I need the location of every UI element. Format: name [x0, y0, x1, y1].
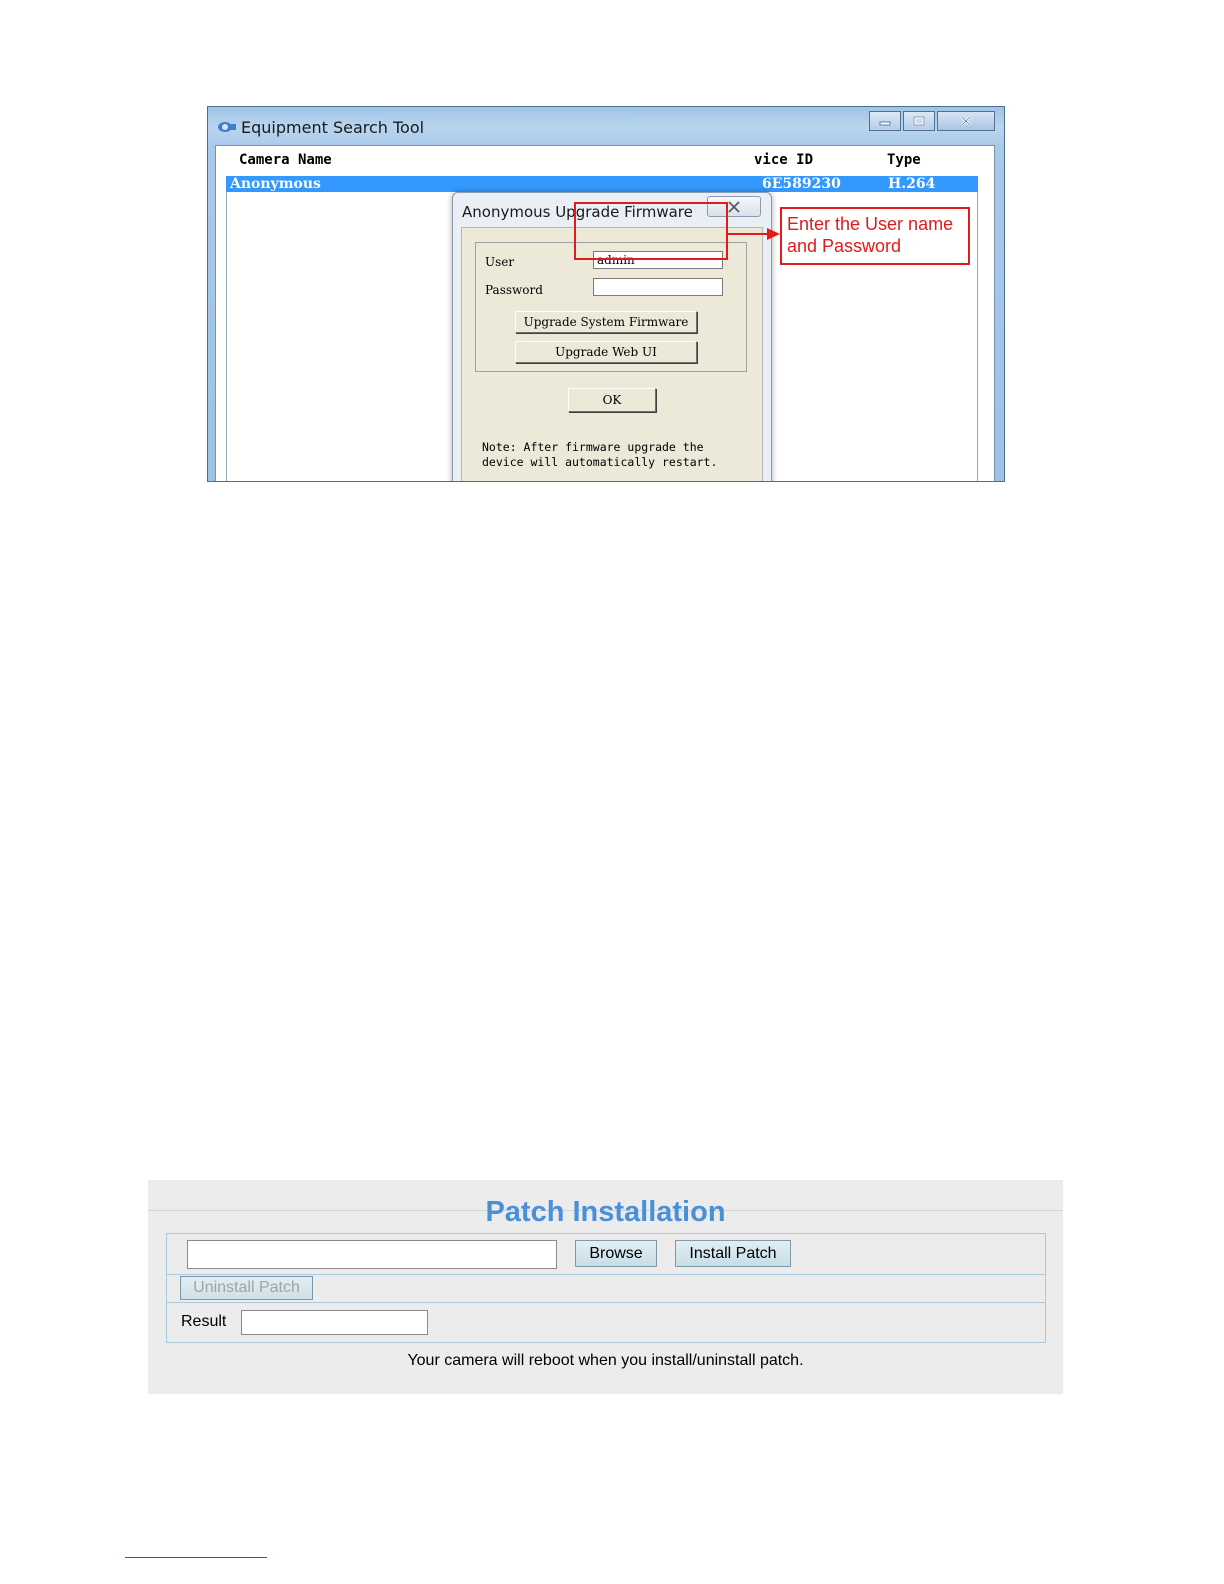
close-button[interactable]	[937, 111, 995, 131]
row-device-id: 6E589230	[762, 176, 841, 192]
column-camera-name[interactable]: Camera Name	[239, 152, 332, 168]
row-camera-name: Anonymous	[230, 176, 321, 192]
annotation-text: Enter the User name and Password	[787, 214, 954, 256]
window-controls	[869, 111, 995, 133]
row-type: H.264	[888, 176, 936, 192]
result-field	[241, 1310, 428, 1335]
upgrade-web-ui-button[interactable]: Upgrade Web UI	[515, 341, 697, 363]
uninstall-patch-button[interactable]: Uninstall Patch	[180, 1276, 313, 1300]
password-input[interactable]	[593, 278, 723, 296]
dialog-title: Anonymous Upgrade Firmware	[462, 203, 693, 221]
result-label: Result	[181, 1313, 227, 1330]
patch-row-file	[167, 1234, 1045, 1275]
annotation-callout	[780, 207, 970, 265]
patch-row-result	[167, 1302, 1045, 1342]
patch-installation-panel	[148, 1180, 1063, 1394]
upgrade-system-firmware-button[interactable]: Upgrade System Firmware	[515, 311, 697, 333]
annotation-arrow-icon	[727, 228, 781, 240]
patch-table	[166, 1233, 1046, 1343]
reboot-note: Your camera will reboot when you install/uninstall patch.	[407, 1352, 804, 1369]
install-patch-button[interactable]: Install Patch	[675, 1240, 791, 1267]
equipment-search-tool-window	[207, 106, 1005, 482]
credentials-group	[475, 242, 747, 372]
device-list-panel	[215, 145, 995, 481]
patch-title: Patch Installation	[485, 1196, 726, 1228]
minimize-icon	[879, 116, 891, 126]
browse-button[interactable]: Browse	[575, 1240, 657, 1267]
column-device-id[interactable]: vice ID	[754, 152, 814, 168]
close-icon	[960, 115, 972, 127]
device-row[interactable]	[226, 176, 978, 192]
dialog-body	[461, 227, 763, 482]
maximize-icon	[913, 116, 925, 126]
window-title: Equipment Search Tool	[241, 118, 425, 137]
user-input[interactable]: admin	[593, 251, 723, 269]
device-list-header	[216, 146, 994, 170]
footer-rule	[125, 1557, 267, 1558]
close-icon	[727, 201, 741, 213]
credentials-highlight-box	[574, 202, 728, 260]
password-label: Password	[485, 283, 543, 297]
user-label: User	[485, 255, 515, 269]
ok-button[interactable]: OK	[568, 388, 656, 412]
patch-row-uninstall	[167, 1274, 1045, 1303]
minimize-button[interactable]	[869, 111, 901, 131]
patch-file-input[interactable]	[187, 1240, 557, 1269]
column-type[interactable]: Type	[887, 152, 921, 168]
maximize-button[interactable]	[903, 111, 935, 131]
upgrade-note: Note: After firmware upgrade the device will automatically restart.	[482, 440, 718, 469]
camera-icon	[217, 120, 237, 134]
